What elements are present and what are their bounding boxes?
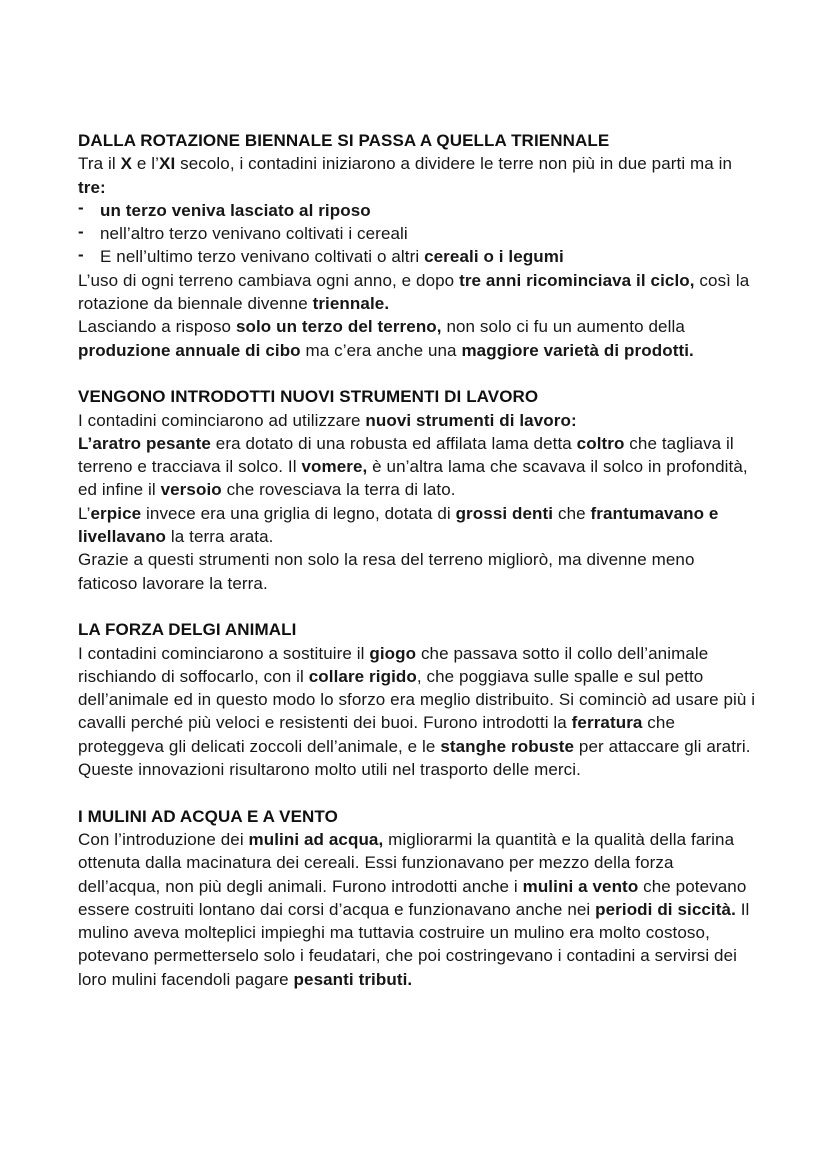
bullet-text [100, 245, 758, 268]
section-heading: DALLA ROTAZIONE BIENNALE SI PASSA A QUELLA TRIENNALE [78, 131, 610, 150]
section-heading: VENGONO INTRODOTTI NUOVI STRUMENTI DI LAVORO [78, 387, 539, 407]
bold-text-run: X [120, 154, 133, 174]
text-run: per attaccare gli aratri. Queste innovazioni risultarono molto utili nel trasporto delle merci. [78, 736, 751, 780]
bullet-dash-marker: - [78, 221, 84, 241]
text-run: Lasciando a risposo [78, 317, 236, 337]
bullet-item [78, 199, 758, 222]
bold-text-run: solo un terzo del terreno, [235, 317, 442, 337]
text-run: L’uso di ogni terreno cambiava ogni anno, e dopo [78, 270, 460, 290]
bold-text-run: ferratura [571, 713, 643, 733]
bold-text-run: stanghe robuste [440, 736, 575, 756]
bold-text-run: L’aratro pesante [78, 433, 211, 453]
text-run: che rovesciava la terra di lato. [221, 480, 456, 500]
bold-text-run: tre: [78, 177, 106, 197]
bullet-item [78, 245, 758, 268]
text-run: L’ [78, 503, 91, 523]
bold-text-run: tre anni ricominciava il ciclo, [459, 270, 695, 290]
section-heading: LA FORZA DELGI ANIMALI [78, 620, 297, 640]
text-run: non solo ci fu un aumento della [441, 317, 685, 337]
bold-text-run: versoio [160, 480, 222, 500]
paragraph [78, 269, 758, 316]
bold-text-run: grossi denti [455, 503, 554, 523]
text-run: I contadini cominciarono a sostituire il [78, 643, 370, 663]
bold-text-run: nuovi strumenti di lavoro: [365, 410, 577, 430]
paragraph [78, 642, 758, 782]
bold-text-run: giogo [369, 643, 417, 663]
text-run: che passava sotto il collo dell’animale rischiando di soffocarlo, con il [78, 643, 709, 686]
text-run: migliorarmi la quantità e la qualità della farina ottenuta dalla macinatura dei cereali. Essi funzionavano per mezzo della forza dell’acqua, non più degli animali. Furono introdotti anche i [78, 829, 735, 896]
bold-text-run: vomere, [301, 457, 368, 477]
text-run: era dotato di una robusta ed affilata lama detta [210, 433, 577, 453]
text-run: e l’ [132, 154, 159, 174]
bold-text-run: erpice [90, 503, 142, 523]
paragraph [78, 315, 758, 362]
paragraph [78, 502, 758, 549]
text-run: , che poggiava sulle spalle e sul petto dell’animale ed in questo modo lo sforzo era meglio distribuito. Si cominciò ad usare più i cavalli perché più veloci e resistenti dei buoi. Furono introdotti la [78, 666, 756, 733]
bold-text-run: mulini ad acqua, [248, 829, 384, 849]
paragraph [78, 152, 758, 199]
text-run: Tra il [78, 154, 121, 174]
text-run: E nell’ultimo terzo venivano coltivati o altri [100, 247, 425, 267]
bullet-text [100, 199, 758, 222]
text-run: nell’altro terzo venivano coltivati i cereali [100, 224, 408, 244]
bullet-item [78, 222, 758, 245]
text-run: così la rotazione da biennale divenne [78, 270, 750, 314]
bold-text-run: XI [159, 154, 176, 174]
bullet-dash-marker: - [78, 198, 84, 218]
text-run: Il mulino aveva molteplici impieghi ma tuttavia costruire un mulino era molto costoso, potevano permetterselo solo i feudatari, che poi costringevano i contadini a servirsi dei loro mulini facendoli pagare [78, 899, 750, 989]
bold-text-run: mulini a vento [522, 876, 639, 896]
document-content [78, 129, 758, 991]
text-run: la terra arata. [166, 527, 274, 547]
section-heading: I MULINI AD ACQUA E A VENTO [78, 806, 338, 826]
bold-text-run: un terzo veniva lasciato al riposo [100, 200, 371, 220]
bold-text-run: frantumavano e livellavano [78, 503, 719, 547]
bold-text-run: coltro [576, 433, 625, 453]
bold-text-run: produzione annuale di cibo [78, 340, 301, 360]
bullet-dash-marker: - [78, 244, 84, 264]
text-run: che [553, 503, 591, 523]
text-run: è un’altra lama che scavava il solco in profondità, ed infine il [78, 457, 748, 500]
paragraph [78, 828, 758, 991]
text-run: ma c’era anche una [300, 340, 462, 360]
text-run: I contadini cominciarono ad utilizzare [78, 410, 366, 430]
paragraph [78, 548, 758, 595]
text-run: che tagliava il terreno e tracciava il solco. Il [78, 433, 734, 477]
paragraph [78, 432, 758, 502]
text-run: secolo, i contadini iniziarono a dividere le terre non più in due parti ma in [175, 154, 733, 174]
bold-text-run: collare rigido [308, 666, 417, 686]
text-run: invece era una griglia di legno, dotata di [141, 503, 456, 523]
text-run: Grazie a questi strumenti non solo la resa del terreno migliorò, ma divenne meno faticoso lavorare la terra. [78, 550, 695, 593]
bullet-text [100, 222, 758, 245]
paragraph [78, 409, 758, 432]
bold-text-run: pesanti tributi. [293, 969, 413, 989]
text-run: che proteggeva gli delicati zoccoli dell’animale, e le [78, 713, 676, 756]
bold-text-run: periodi di siccità. [595, 899, 736, 919]
text-run: che potevano essere costruiti lontano dai corsi d’acqua e funzionavano anche nei [78, 876, 747, 919]
bold-text-run: triennale. [312, 294, 390, 314]
text-run: Con l’introduzione dei [78, 829, 249, 849]
bold-text-run: maggiore varietà di prodotti. [461, 340, 694, 360]
bold-text-run: cereali o i legumi [424, 247, 564, 267]
